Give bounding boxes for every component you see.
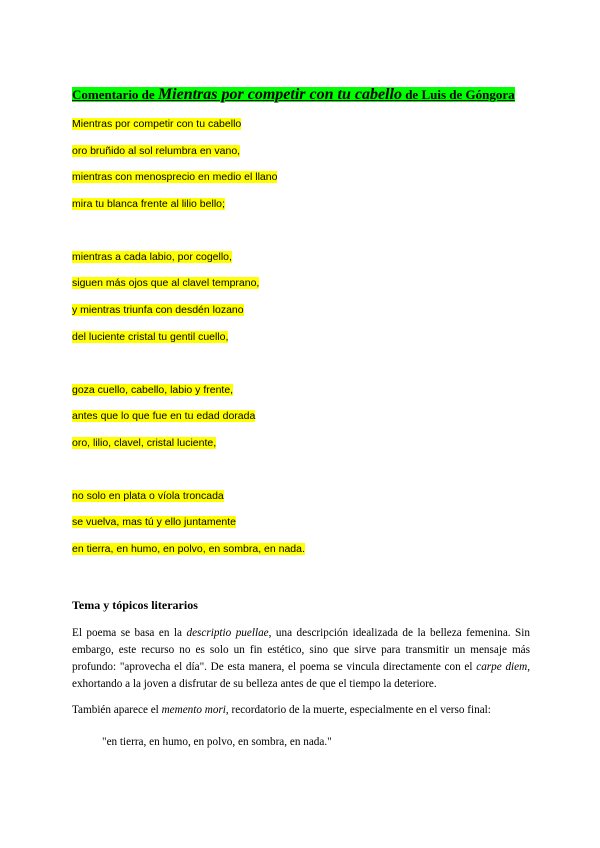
title-suffix: de Luis de Góngora xyxy=(401,87,515,102)
verse: oro bruñido al sol relumbra en vano, xyxy=(72,144,241,157)
poem xyxy=(72,118,305,570)
verse: del luciente cristal tu gentil cuello, xyxy=(72,330,229,343)
paragraph-memento-mori: También aparece el memento mori, recordatorio de la muerte, especialmente en el verso final: xyxy=(72,704,491,716)
title-highlight xyxy=(72,87,515,102)
verse: mientras con menosprecio en medio el llano xyxy=(72,171,278,184)
verse: y mientras triunfa con desdén lozano xyxy=(72,304,244,317)
stanza-1 xyxy=(72,118,305,211)
stanza-2 xyxy=(72,251,305,344)
term-descriptio-puellae: descriptio puellae xyxy=(186,627,269,639)
verse: no solo en plata o víola troncada xyxy=(72,489,224,502)
title-prefix: Comentario de xyxy=(72,87,158,102)
term-memento-mori: memento mori xyxy=(161,704,226,716)
stanza-3 xyxy=(72,384,305,450)
stanza-4 xyxy=(72,490,305,556)
quoted-verse: "en tierra, en humo, en polvo, en sombra, en nada." xyxy=(102,736,332,748)
title-work: Mientras por competir con tu cabello xyxy=(157,86,402,103)
section-heading: Tema y tópicos literarios xyxy=(72,598,198,612)
verse: Mientras por competir con tu cabello xyxy=(72,118,242,130)
verse: mira tu blanca frente al lilio bello; xyxy=(72,198,225,211)
paragraph-theme: El poema se basa en la descriptio puellae, una descripción idealizada de la belleza femenina. Sin embargo, este recurso no es solo un fin estético, sino que sirve para transmitir un mensaje más profundo: "aprovecha el día". De esta manera, el poema se vincula directamente con el carpe diem, exhortando a la joven a disfrutar de su belleza antes de que el tiempo la deteriore. xyxy=(72,627,530,690)
verse: mientras a cada labio, por cogello, xyxy=(72,250,232,263)
verse: siguen más ojos que al clavel temprano, xyxy=(72,277,260,290)
term-carpe-diem: carpe diem xyxy=(476,661,528,673)
verse: oro, lilio, clavel, cristal luciente, xyxy=(72,436,217,449)
document-title xyxy=(72,86,515,104)
verse: se vuelva, mas tú y ello juntamente xyxy=(72,516,237,529)
verse: goza cuello, cabello, labio y frente, xyxy=(72,383,234,396)
verse: antes que lo que fue en tu edad dorada xyxy=(72,410,256,423)
verse: en tierra, en humo, en polvo, en sombra, en nada. xyxy=(72,542,305,555)
